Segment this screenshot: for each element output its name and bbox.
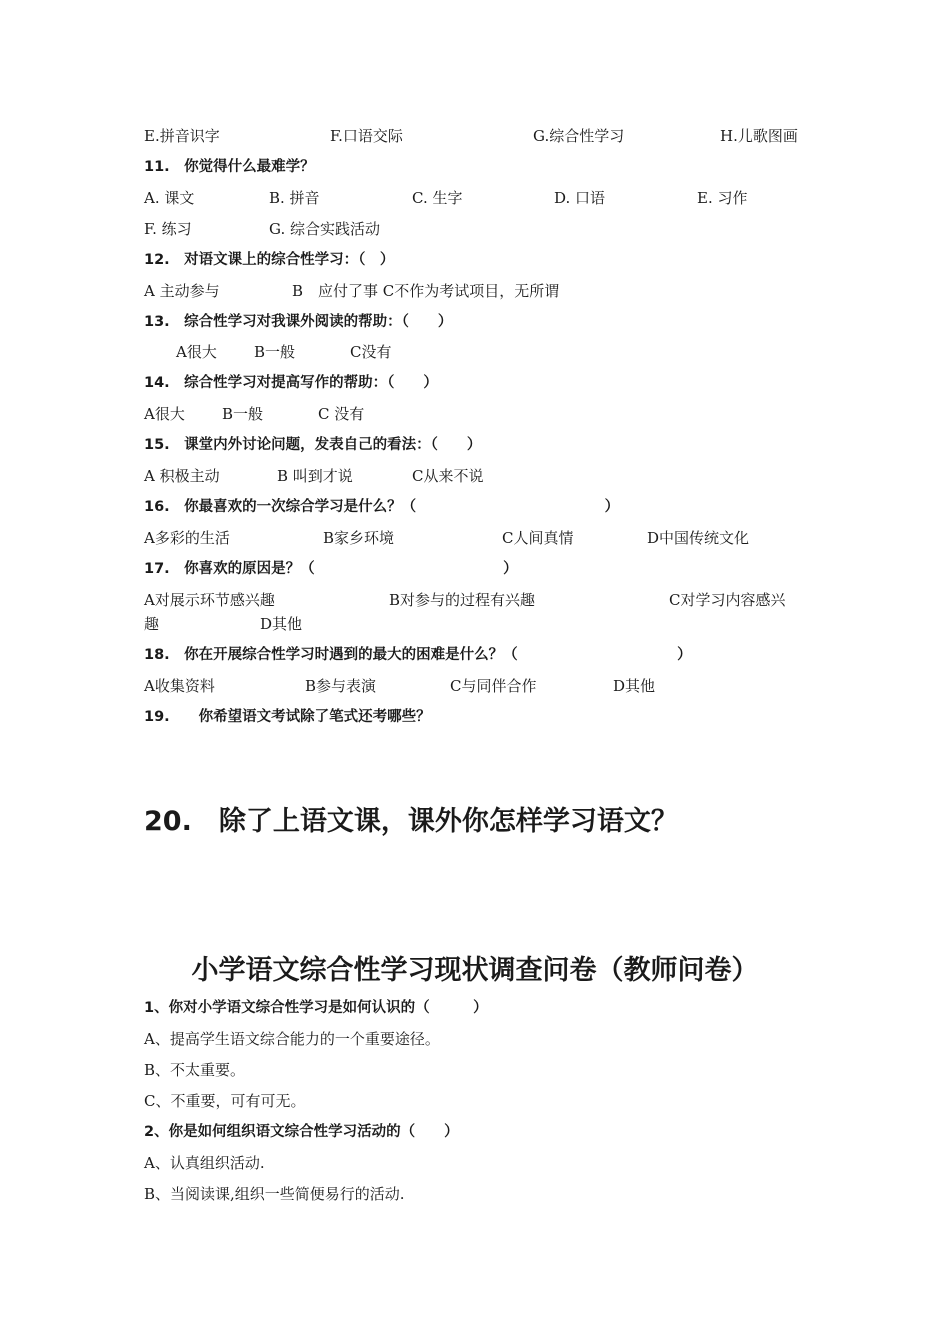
option: C与同伴合作 (450, 677, 537, 695)
option: A很大 (144, 405, 185, 423)
teacher-q1-option-b: B、不太重要。 (144, 1061, 246, 1079)
option: C. 生字 (412, 189, 463, 207)
teacher-question-2: 2、你是如何组织语文综合性学习活动的（ ） (144, 1124, 459, 1140)
teacher-q2-option-a: A、认真组织活动. (144, 1154, 265, 1172)
question-14: 14. 综合性学习对提高写作的帮助：（ ） (144, 375, 438, 391)
option: C 没有 (318, 405, 365, 423)
teacher-question-1: 1、你对小学语文综合性学习是如何认识的（ ） (144, 1000, 488, 1016)
option: D. 口语 (554, 189, 606, 207)
question-15: 15. 课堂内外讨论问题，发表自己的看法：（ ） (144, 437, 482, 453)
option: B 应付了事 C不作为考试项目，无所谓 (292, 282, 560, 300)
option: E. 习作 (697, 189, 748, 207)
option: G.综合性学习 (533, 127, 625, 145)
question-12: 12. 对语文课上的综合性学习：（ ） (144, 252, 395, 268)
question-16: 16. 你最喜欢的一次综合学习是什么？（ ） (144, 499, 620, 515)
teacher-q1-option-c: C、不重要，可有可无。 (144, 1092, 306, 1110)
option: A很大 (176, 343, 217, 361)
option: D其他 (613, 677, 656, 695)
option: E.拼音识字 (144, 127, 220, 145)
option: H.儿歌图画 (720, 127, 798, 145)
option: F.口语交际 (330, 127, 403, 145)
option: B家乡环境 (323, 529, 395, 547)
question-20: 20. 除了上语文课，课外你怎样学习语文？ (144, 806, 678, 837)
option: A收集资料 (144, 677, 215, 695)
option: B 叫到才说 (277, 467, 353, 485)
survey-title: 小学语文综合性学习现状调查问卷（教师问卷） (191, 955, 759, 986)
option: B参与表演 (305, 677, 377, 695)
question-19: 19. 你希望语文考试除了笔式还考哪些？ (144, 709, 431, 725)
question-13: 13. 综合性学习对我课外阅读的帮助：（ ） (144, 314, 453, 330)
question-18: 18. 你在开展综合性学习时遇到的最大的困难是什么？（ ） (144, 647, 692, 663)
option: B一般 (254, 343, 296, 361)
option: F. 练习 (144, 220, 192, 238)
option: C人间真情 (502, 529, 574, 547)
option: A 主动参与 (144, 282, 220, 300)
option: C从来不说 (412, 467, 484, 485)
option: C没有 (350, 343, 392, 361)
option: G. 综合实践活动 (269, 220, 380, 238)
option: D中国传统文化 (647, 529, 750, 547)
option: B一般 (222, 405, 264, 423)
option: A对展示环节感兴趣 (144, 591, 275, 609)
question-11: 11. 你觉得什么最难学？ (144, 159, 315, 175)
option: B. 拼音 (269, 189, 320, 207)
option: B对参与的过程有兴趣 (389, 591, 536, 609)
question-17: 17. 你喜欢的原因是？（ ） (144, 561, 518, 577)
option: A 积极主动 (144, 467, 220, 485)
option: D其他 (260, 615, 303, 633)
option: C对学习内容感兴 (669, 591, 786, 609)
teacher-q2-option-b: B、当阅读课,组织一些简便易行的活动. (144, 1185, 405, 1203)
teacher-q1-option-a: A、提高学生语文综合能力的一个重要途径。 (144, 1030, 440, 1048)
option-wrap: 趣 (144, 615, 160, 633)
option: A多彩的生活 (144, 529, 230, 547)
option: A. 课文 (144, 189, 195, 207)
